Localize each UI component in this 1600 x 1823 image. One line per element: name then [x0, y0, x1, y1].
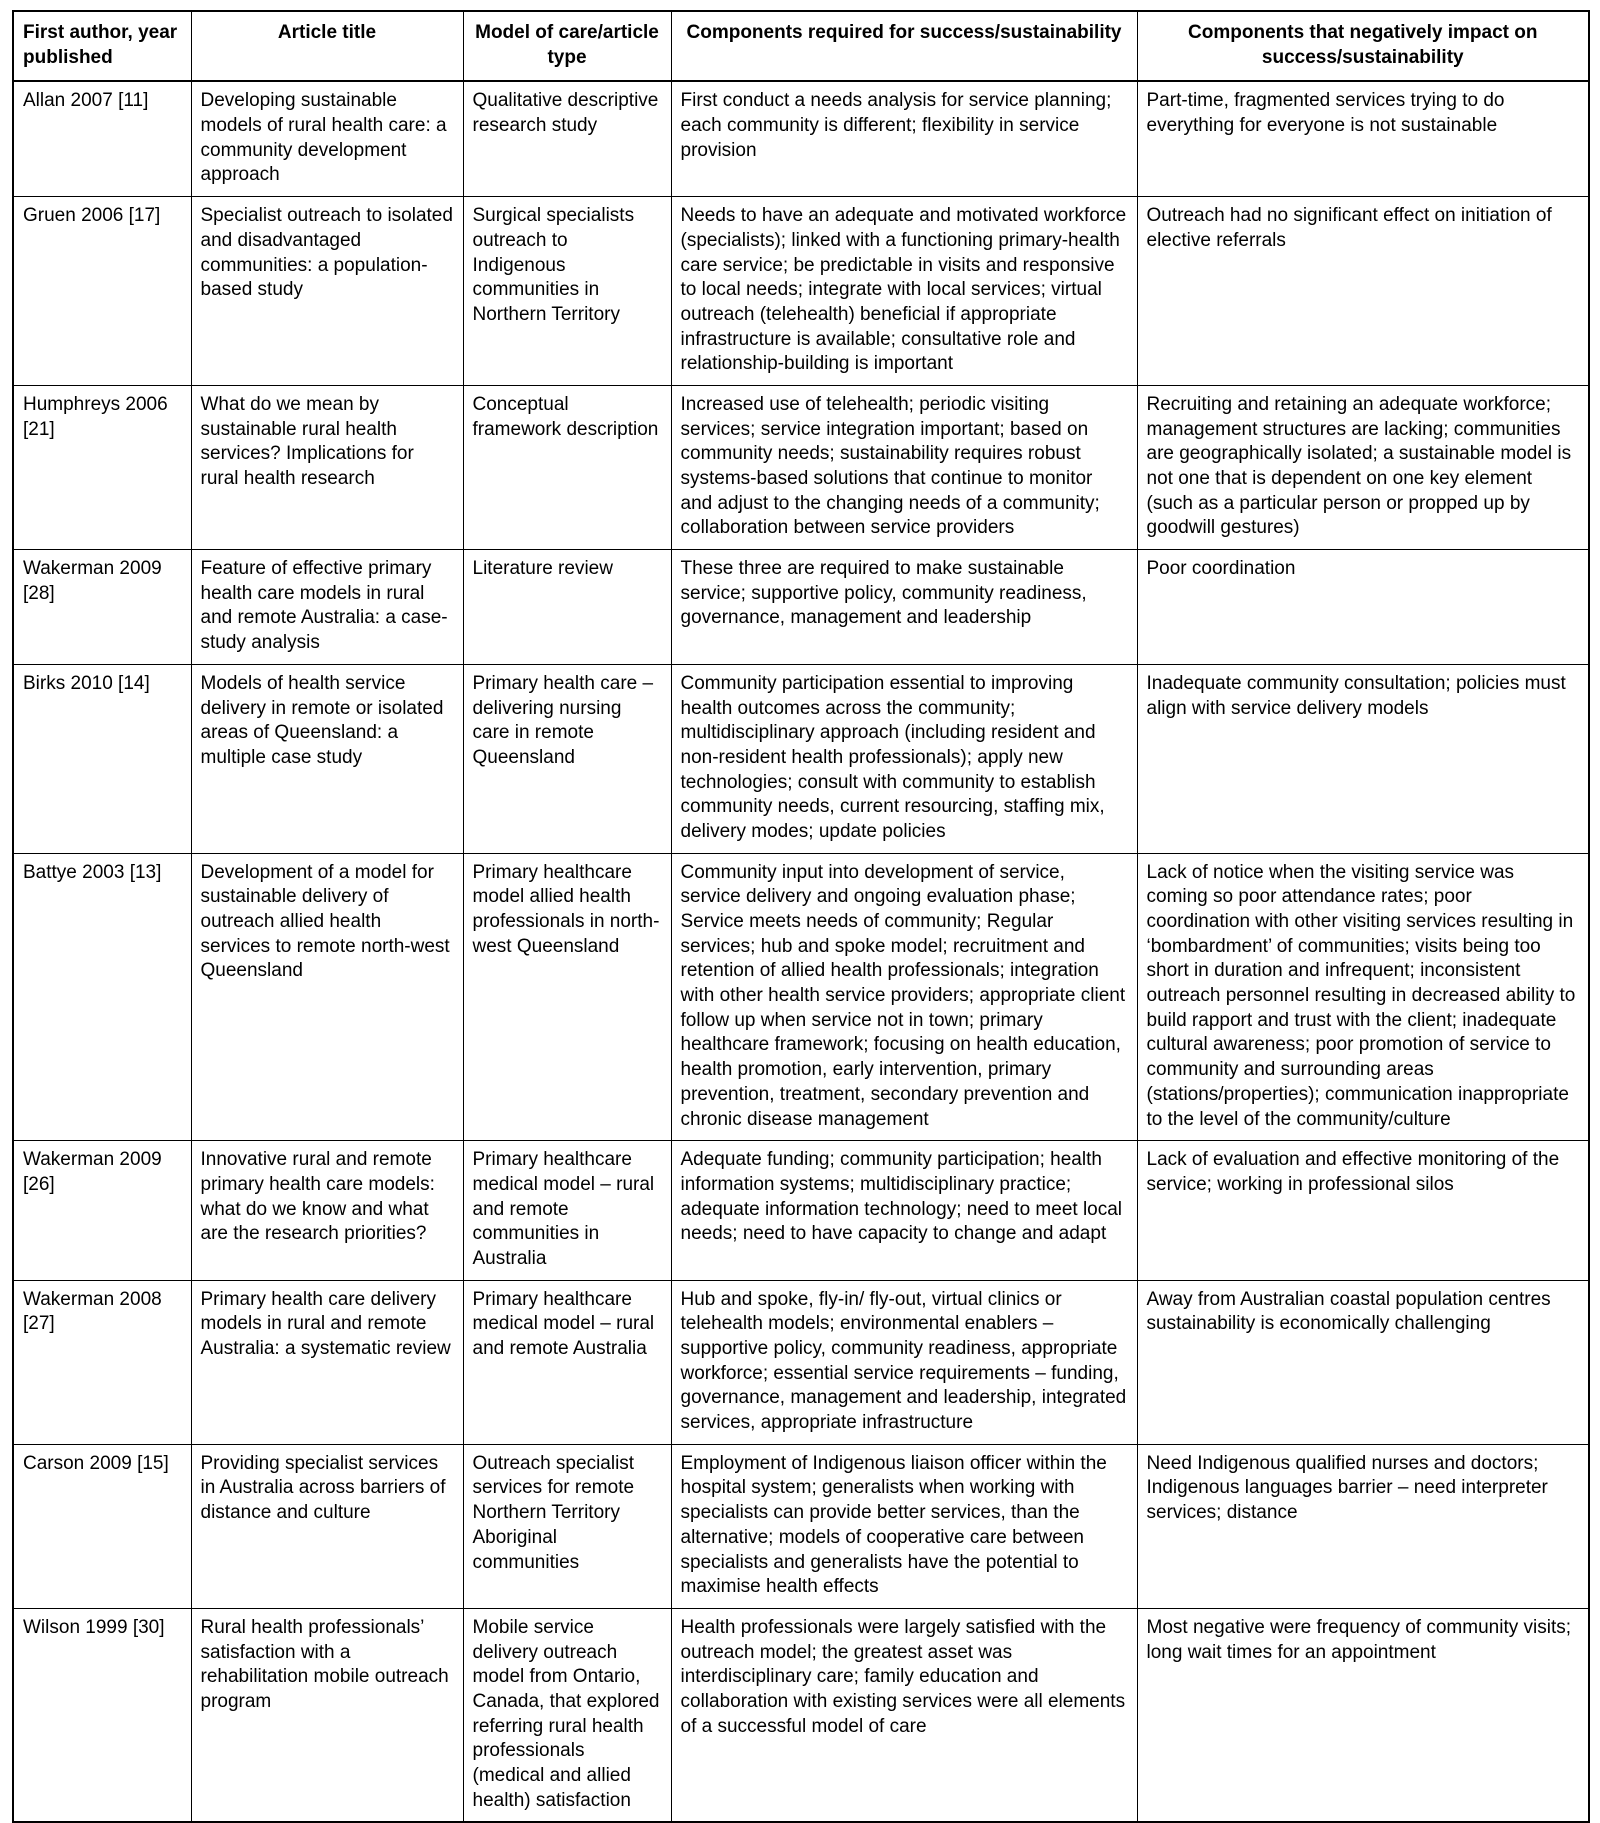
cell-components-success: Increased use of telehealth; periodic visiting services; service integration important; based on community needs; sustainability requires robust systems-based solutions that continue to monitor and adjust to the changing needs of a community; collaboration between service providers	[671, 385, 1137, 549]
cell-first-author: Birks 2010 [14]	[13, 664, 191, 853]
cell-components-success: Health professionals were largely satisfied with the outreach model; the greatest asset was interdisciplinary care; family education and collaboration with existing services were all elements of a successful model of care	[671, 1608, 1137, 1822]
cell-components-success: Community input into development of service, service delivery and ongoing evaluation phase; Service meets needs of community; Regular services; hub and spoke model; recruitment and retention of allied health professionals; integration with other health service providers; appropriate client follow up when service not in town; primary healthcare framework; focusing on health education, health promotion, early intervention, primary prevention, treatment, secondary prevention and chronic disease management	[671, 853, 1137, 1141]
table-row	[13, 853, 1589, 1141]
cell-first-author: Battye 2003 [13]	[13, 853, 191, 1141]
cell-article-title: Models of health service delivery in remote or isolated areas of Queensland: a multiple case study	[191, 664, 463, 853]
cell-components-negative: Need Indigenous qualified nurses and doctors; Indigenous languages barrier – need interpreter services; distance	[1137, 1444, 1589, 1608]
cell-model-of-care: Primary healthcare model allied health professionals in north-west Queensland	[463, 853, 671, 1141]
cell-model-of-care: Primary healthcare medical model – rural and remote communities in Australia	[463, 1141, 671, 1280]
column-header-model-of-care: Model of care/article type	[463, 11, 671, 81]
table-row	[13, 664, 1589, 853]
table-row	[13, 81, 1589, 196]
column-header-components-negative: Components that negatively impact on success/sustainability	[1137, 11, 1589, 81]
cell-components-negative: Most negative were frequency of community visits; long wait times for an appointment	[1137, 1608, 1589, 1822]
cell-components-success: Community participation essential to improving health outcomes across the community; multidisciplinary approach (including resident and non-resident health professionals); apply new technologies; consult with community to establish community needs, current resourcing, staffing mix, delivery modes; update policies	[671, 664, 1137, 853]
cell-model-of-care: Primary health care – delivering nursing care in remote Queensland	[463, 664, 671, 853]
table-row	[13, 550, 1589, 665]
cell-components-success: These three are required to make sustainable service; supportive policy, community readiness, governance, management and leadership	[671, 550, 1137, 665]
cell-article-title: Rural health professionals’ satisfaction with a rehabilitation mobile outreach program	[191, 1608, 463, 1822]
cell-components-success: Needs to have an adequate and motivated workforce (specialists); linked with a functioning primary-health care service; be predictable in visits and responsive to local needs; integrate with local services; virtual outreach (telehealth) beneficial if appropriate infrastructure is available; consultative role and relationship-building is important	[671, 197, 1137, 386]
header-row	[13, 11, 1589, 81]
cell-components-success: Employment of Indigenous liaison officer within the hospital system; generalists when working with specialists can provide better services, than the alternative; models of cooperative care between specialists and generalists have the potential to maximise health effects	[671, 1444, 1137, 1608]
cell-components-negative: Lack of evaluation and effective monitoring of the service; working in professional silos	[1137, 1141, 1589, 1280]
cell-article-title: Developing sustainable models of rural health care: a community development approach	[191, 81, 463, 196]
cell-first-author: Gruen 2006 [17]	[13, 197, 191, 386]
table-body	[13, 81, 1589, 1822]
cell-article-title: Specialist outreach to isolated and disadvantaged communities: a population-based study	[191, 197, 463, 386]
cell-model-of-care: Conceptual framework description	[463, 385, 671, 549]
table-row	[13, 1608, 1589, 1822]
cell-first-author: Allan 2007 [11]	[13, 81, 191, 196]
cell-components-negative: Recruiting and retaining an adequate workforce; management structures are lacking; communities are geographically isolated; a sustainable model is not one that is dependent on one key element (such as a particular person or propped up by goodwill gestures)	[1137, 385, 1589, 549]
table-row	[13, 385, 1589, 549]
table-row	[13, 1141, 1589, 1280]
column-header-article-title: Article title	[191, 11, 463, 81]
cell-first-author: Wilson 1999 [30]	[13, 1608, 191, 1822]
cell-model-of-care: Primary healthcare medical model – rural and remote Australia	[463, 1280, 671, 1444]
cell-model-of-care: Surgical specialists outreach to Indigenous communities in Northern Territory	[463, 197, 671, 386]
cell-article-title: Development of a model for sustainable delivery of outreach allied health services to remote north-west Queensland	[191, 853, 463, 1141]
cell-components-negative: Outreach had no significant effect on initiation of elective referrals	[1137, 197, 1589, 386]
cell-components-negative: Lack of notice when the visiting service was coming so poor attendance rates; poor coordination with other visiting services resulting in ‘bombardment’ of communities; visits being too short in duration and infrequent; inconsistent outreach personnel resulting in decreased ability to build rapport and trust with the client; inadequate cultural awareness; poor promotion of service to community and surrounding areas (stations/properties); communication inappropriate to the level of the community/culture	[1137, 853, 1589, 1141]
cell-model-of-care: Outreach specialist services for remote Northern Territory Aboriginal communities	[463, 1444, 671, 1608]
cell-article-title: Feature of effective primary health care models in rural and remote Australia: a case-study analysis	[191, 550, 463, 665]
cell-first-author: Humphreys 2006 [21]	[13, 385, 191, 549]
cell-model-of-care: Qualitative descriptive research study	[463, 81, 671, 196]
cell-model-of-care: Mobile service delivery outreach model from Ontario, Canada, that explored referring rural health professionals (medical and allied health) satisfaction	[463, 1608, 671, 1822]
table-row	[13, 1280, 1589, 1444]
table-row	[13, 197, 1589, 386]
table-row	[13, 1444, 1589, 1608]
column-header-components-success: Components required for success/sustainability	[671, 11, 1137, 81]
cell-components-negative: Inadequate community consultation; policies must align with service delivery models	[1137, 664, 1589, 853]
cell-components-success: Hub and spoke, fly-in/ fly-out, virtual clinics or telehealth models; environmental enablers – supportive policy, community readiness, appropriate workforce; essential service requirements – funding, governance, management and leadership, integrated services, appropriate infrastructure	[671, 1280, 1137, 1444]
cell-components-negative: Poor coordination	[1137, 550, 1589, 665]
cell-components-success: Adequate funding; community participation; health information systems; multidisciplinary practice; adequate information technology; need to meet local needs; need to have capacity to change and adapt	[671, 1141, 1137, 1280]
cell-first-author: Carson 2009 [15]	[13, 1444, 191, 1608]
cell-first-author: Wakerman 2008 [27]	[13, 1280, 191, 1444]
cell-article-title: Providing specialist services in Australia across barriers of distance and culture	[191, 1444, 463, 1608]
cell-article-title: Innovative rural and remote primary health care models: what do we know and what are the research priorities?	[191, 1141, 463, 1280]
column-header-first-author: First author, year published	[13, 11, 191, 81]
cell-article-title: Primary health care delivery models in rural and remote Australia: a systematic review	[191, 1280, 463, 1444]
table-header	[13, 11, 1589, 81]
literature-review-table	[12, 10, 1590, 1823]
cell-model-of-care: Literature review	[463, 550, 671, 665]
cell-components-negative: Away from Australian coastal population centres sustainability is economically challenging	[1137, 1280, 1589, 1444]
cell-first-author: Wakerman 2009 [28]	[13, 550, 191, 665]
cell-first-author: Wakerman 2009 [26]	[13, 1141, 191, 1280]
cell-article-title: What do we mean by sustainable rural health services? Implications for rural health research	[191, 385, 463, 549]
cell-components-negative: Part-time, fragmented services trying to do everything for everyone is not sustainable	[1137, 81, 1589, 196]
cell-components-success: First conduct a needs analysis for service planning; each community is different; flexibility in service provision	[671, 81, 1137, 196]
